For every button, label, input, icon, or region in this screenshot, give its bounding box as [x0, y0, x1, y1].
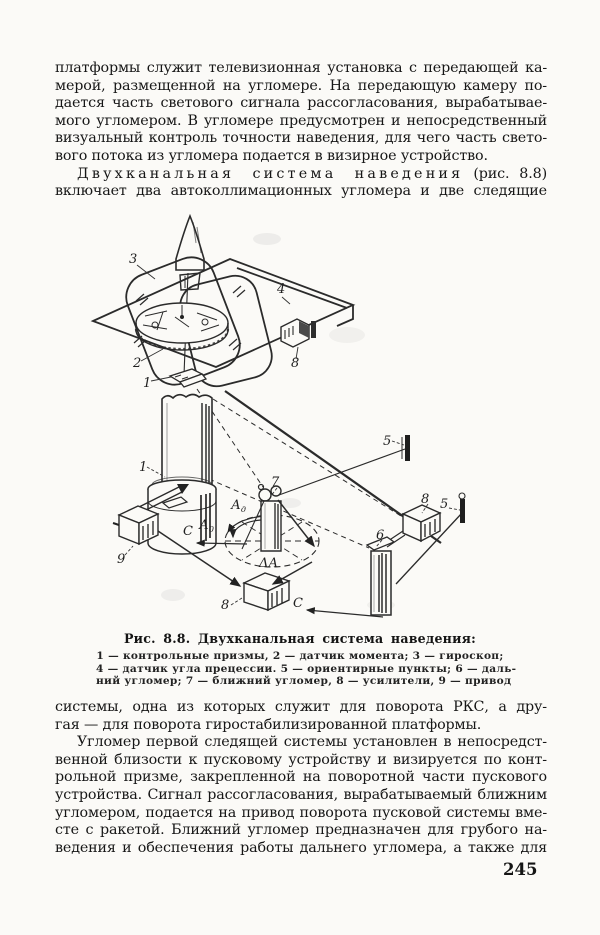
label-5b: 5	[440, 497, 449, 512]
label-3: 3	[129, 252, 138, 267]
label-1a: 1	[143, 376, 152, 391]
legend-line: 4 — датчик угла прецессии. 5 — ориентирные пункты; 6 — даль-	[96, 662, 517, 675]
label-8b: 8	[421, 492, 430, 507]
text-line: включает два автоколлимационных угломера и две следящие	[55, 183, 547, 200]
north-label-left: С	[183, 524, 193, 539]
paragraph-top	[55, 60, 547, 201]
label-7: 7	[271, 475, 280, 490]
text-line: рольной призме, закрепленной на поворотной части пускового	[55, 769, 547, 786]
text-line: устройства. Сигнал рассогласования, вырабатываемый ближним	[55, 786, 547, 803]
label-9: 9	[117, 552, 126, 567]
rocket-nose-drawing	[176, 216, 204, 290]
text-line-emphasized	[55, 166, 547, 184]
gyro-disk-drawing	[136, 303, 228, 350]
orientation-point-marker-right	[459, 493, 465, 523]
label-4: 4	[277, 282, 286, 297]
label-1b: 1	[139, 460, 148, 475]
label-6: 6	[376, 528, 385, 543]
text-line: сте с ракетой. Ближний угломер предназначен для грубого на-	[55, 822, 547, 839]
figure-caption-title: Рис. 8.8. Двухканальная система наведения:	[123, 631, 476, 646]
label-8c: 8	[221, 598, 230, 613]
text-line: платформы служит телевизионная установка с передающей ка-	[55, 60, 547, 76]
label-2: 2	[133, 356, 142, 371]
legend-line: 1 — контрольные призмы, 2 — датчик момента; 3 — гироскоп;	[96, 650, 504, 662]
text-line: системы, одна из которых служит для поворота РКС, а дру-	[55, 699, 547, 715]
sight-lines	[197, 389, 462, 584]
drive-box-drawing	[113, 506, 158, 544]
legend-line: ний угломер; 7 — ближний угломер, 8 — усилители, 9 — привод	[96, 675, 512, 688]
rocket-body-drawing	[162, 395, 212, 489]
label-5a: 5	[383, 434, 392, 449]
text-line: визуальный контроль точности наведения, для чего часть свето-	[55, 130, 547, 147]
page-number: 245	[503, 860, 538, 879]
paragraph-bottom	[55, 699, 547, 857]
text-line: дается часть светового сигнала рассогласования, вырабатывае-	[55, 95, 547, 112]
figure-reference: (рис. 8.8)	[473, 165, 547, 182]
angle-label-ad: $А_д$	[231, 498, 246, 514]
north-label-bottom: С	[293, 596, 303, 611]
text-line: ведения и обеспечения работы дальнего угломера, а также для	[55, 839, 547, 856]
angle-label-da: ΔА	[259, 556, 279, 571]
text-line: мерой, размещенной на угломере. На передающую камеру по-	[55, 77, 547, 94]
text-line: гая — для поворота гиростабилизированной платформы.	[55, 716, 482, 733]
orientation-point-marker-top	[402, 435, 410, 461]
far-goniometer-drawing	[367, 537, 394, 615]
text-line: венной близости к пусковому устройству и визируется по конт-	[55, 751, 547, 768]
emphasized-term: Двухканальная система наведения	[77, 165, 464, 182]
text-line: угломером, подается на привод поворота пусковой системы вме-	[55, 804, 547, 821]
angle-label-a0: $А_0$	[199, 518, 214, 534]
connection-line-circle-8	[273, 562, 312, 584]
text-line: вого потока из угломера подается в визирное устройство.	[55, 147, 488, 164]
label-8a: 8	[291, 356, 300, 371]
text-line: Угломер первой следящей системы установлен в непосредст-	[77, 734, 547, 751]
figure-legend	[96, 650, 517, 688]
text-line: мого угломером. В угломере предусмотрен и непосредственный	[55, 112, 547, 129]
figure-8-8-diagram	[85, 213, 505, 633]
